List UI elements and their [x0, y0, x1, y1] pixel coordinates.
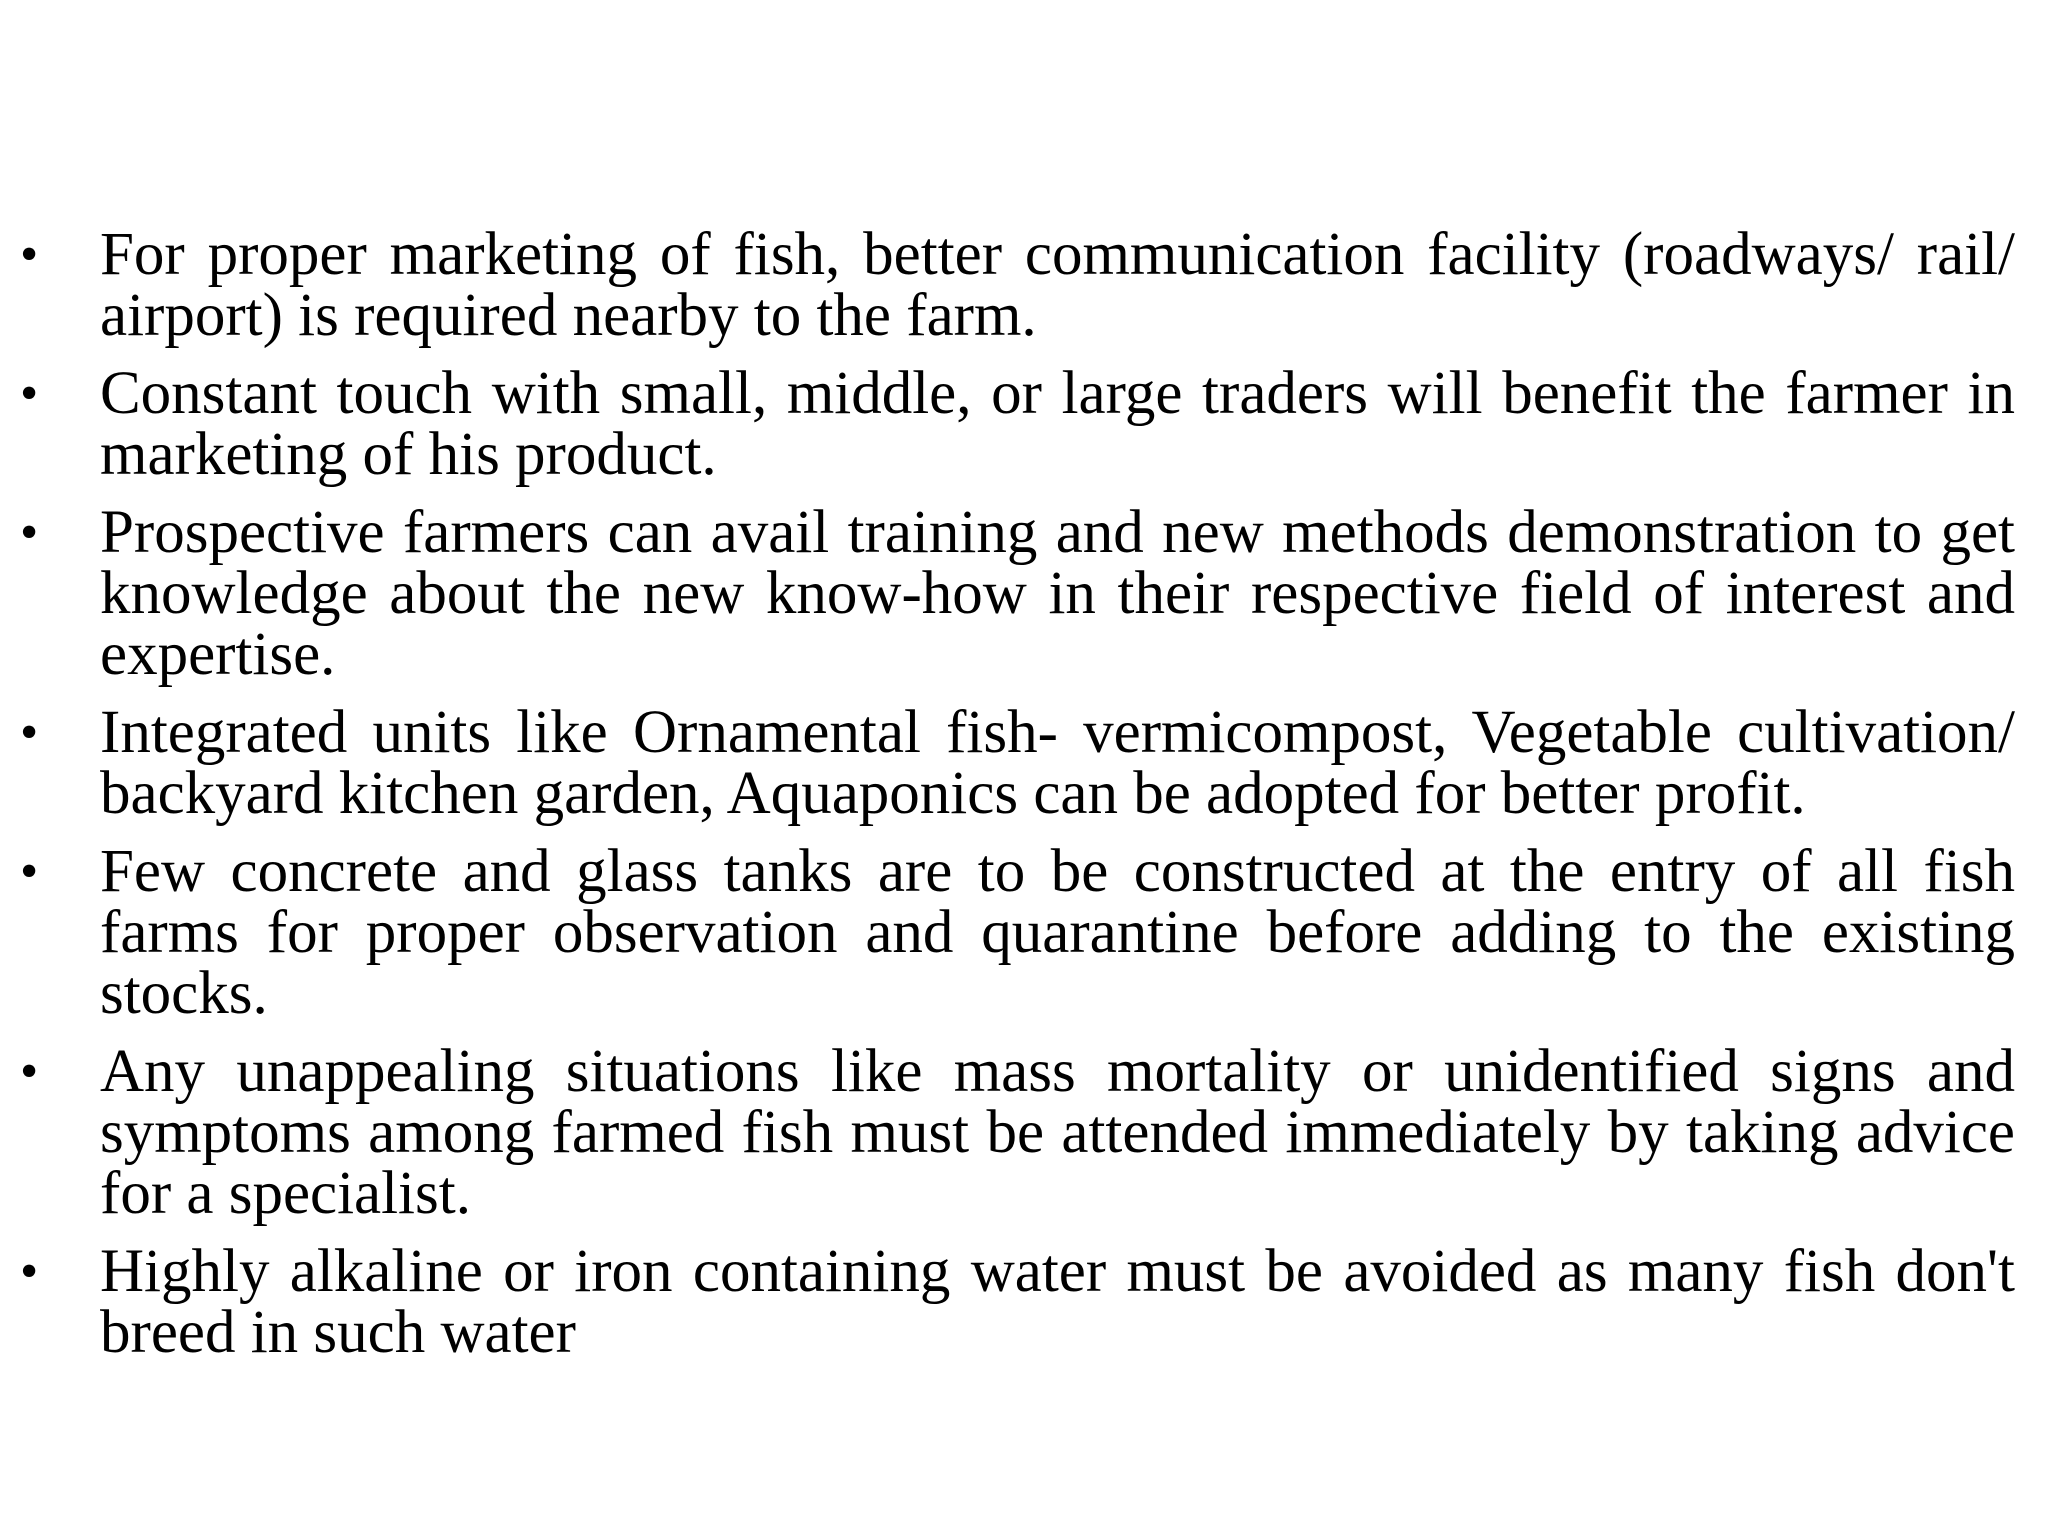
- bullet-icon: •: [20, 226, 39, 283]
- bullet-item-tanks: [20, 838, 2015, 1027]
- bullet-text: Constant touch with small, middle, or large traders will benefit the farmer in marketing of his product.: [100, 360, 2015, 488]
- bullet-text: Integrated units like Ornamental fish- vermicompost, Vegetable cultivation/ backyard kitchen garden, Aquaponics can be adopted for better profit.: [100, 699, 2015, 827]
- bullet-list: [20, 221, 2015, 1380]
- bullet-text: Prospective farmers can avail training and new methods demonstration to get knowledge about the new know-how in their respective field of interest and expertise.: [100, 499, 2015, 688]
- bullet-icon: •: [20, 1243, 39, 1300]
- bullet-item-mortality: [20, 1038, 2015, 1227]
- bullet-icon: •: [20, 365, 39, 422]
- bullet-icon: •: [20, 1043, 39, 1100]
- bullet-text: Highly alkaline or iron containing water must be avoided as many fish don't breed in such water: [100, 1238, 2015, 1366]
- bullet-item-traders: [20, 360, 2015, 488]
- bullet-text: Few concrete and glass tanks are to be constructed at the entry of all fish farms for proper observation and quarantine before adding to the existing stocks.: [100, 838, 2015, 1027]
- bullet-icon: •: [20, 704, 39, 761]
- bullet-text: Any unappealing situations like mass mortality or unidentified signs and symptoms among farmed fish must be attended immediately by taking advice for a specialist.: [100, 1038, 2015, 1227]
- bullet-icon: •: [20, 843, 39, 900]
- bullet-item-water: [20, 1238, 2015, 1366]
- bullet-item-integrated-units: [20, 699, 2015, 827]
- bullet-text: For proper marketing of fish, better communication facility (roadways/ rail/ airport) is required nearby to the farm.: [100, 221, 2015, 349]
- bullet-icon: •: [20, 504, 39, 561]
- bullet-item-training: [20, 499, 2015, 688]
- bullet-item-marketing: [20, 221, 2015, 349]
